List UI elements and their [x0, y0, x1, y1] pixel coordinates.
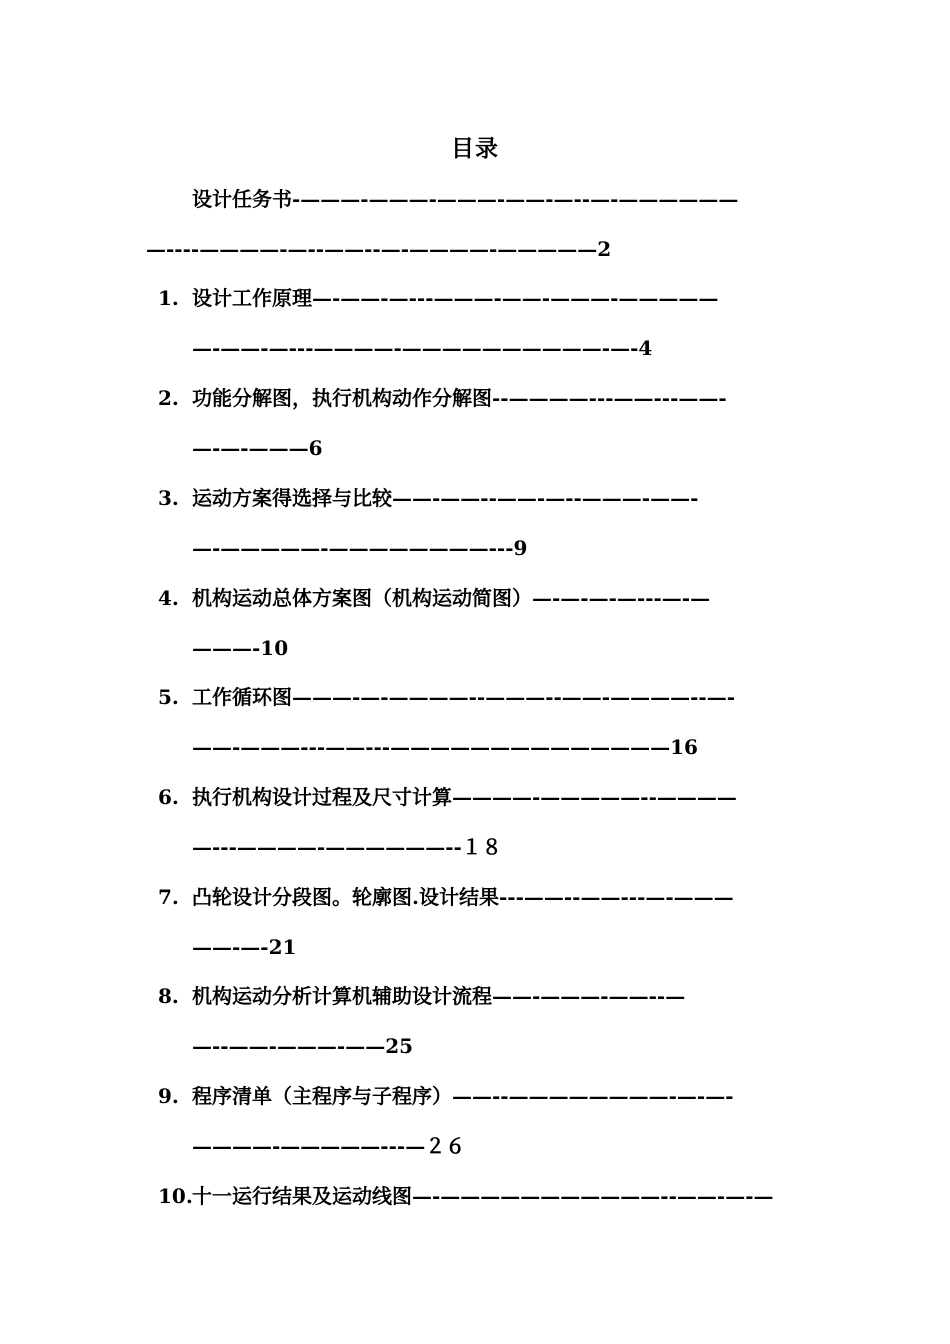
toc-item-10-line1: 十一运行结果及运动线图—-———————————--——-—-—: [192, 1184, 774, 1208]
toc-item-8-line1: 机构运动分析计算机辅助设计流程——-———-——--—: [192, 984, 686, 1008]
toc-item-8-line2: —--——-———-——25: [192, 1034, 414, 1058]
toc-item-9-line2: ————-—————---—２６: [192, 1134, 466, 1158]
toc-item-6-line1: 执行机构设计过程及尺寸计算————-—————--————: [192, 785, 737, 809]
toc-item-2-number: 2.: [158, 386, 179, 410]
toc-item-3-line1: 运动方案得选择与比较——-——--——-—--———-——-: [192, 486, 699, 510]
toc-item-7-line2: ——-—-21: [192, 935, 297, 959]
toc-item-1-number: 1.: [158, 286, 179, 310]
toc-item-6-number: 6.: [158, 785, 179, 809]
toc-item-7-number: 7.: [158, 885, 179, 909]
toc-entry-task-book-line1: 设计任务书-———-———-———-——-—--—-——————: [192, 187, 739, 211]
toc-item-9-line1: 程序清单（主程序与子程序）——--————————-—-—-: [192, 1084, 734, 1108]
toc-item-2-line1: 功能分解图，执行机构动作分解图--————---——---——-: [192, 386, 727, 410]
toc-item-5-line2: ——-———---——---——————————————16: [192, 735, 698, 759]
toc-item-8-number: 8.: [158, 984, 179, 1008]
toc-item-1-line1: 设计工作原理—-——-—---———-——-———-—————: [192, 286, 719, 310]
toc-title: 目录: [451, 135, 499, 162]
toc-entry-task-book-line2: —----————-—--——--—-————-—————2: [146, 237, 612, 261]
toc-item-6-line2: —---————-——————--１８: [192, 835, 502, 859]
toc-item-4-line1: 机构运动总体方案图（机构运动简图）—-—-—-—---—-—: [192, 586, 711, 610]
toc-item-5-number: 5.: [158, 685, 179, 709]
toc-item-3-line2: —-—————-————————---9: [192, 536, 528, 560]
toc-item-4-number: 4.: [158, 586, 179, 610]
toc-item-4-line2: ———-10: [192, 636, 289, 660]
toc-item-9-number: 9.: [158, 1084, 179, 1108]
toc-item-2-line2: —-—-———6: [192, 436, 323, 460]
toc-item-5-line1: 工作循环图———-—-————--———--——-————--—-: [192, 685, 736, 709]
toc-item-1-line2: —-——-—---————-——————————-—-4: [192, 336, 653, 360]
toc-item-3-number: 3.: [158, 486, 179, 510]
toc-item-7-line1: 凸轮设计分段图。轮廓图.设计结果---——--——---—-———: [192, 885, 734, 909]
toc-item-10-number: 10.: [158, 1184, 193, 1208]
